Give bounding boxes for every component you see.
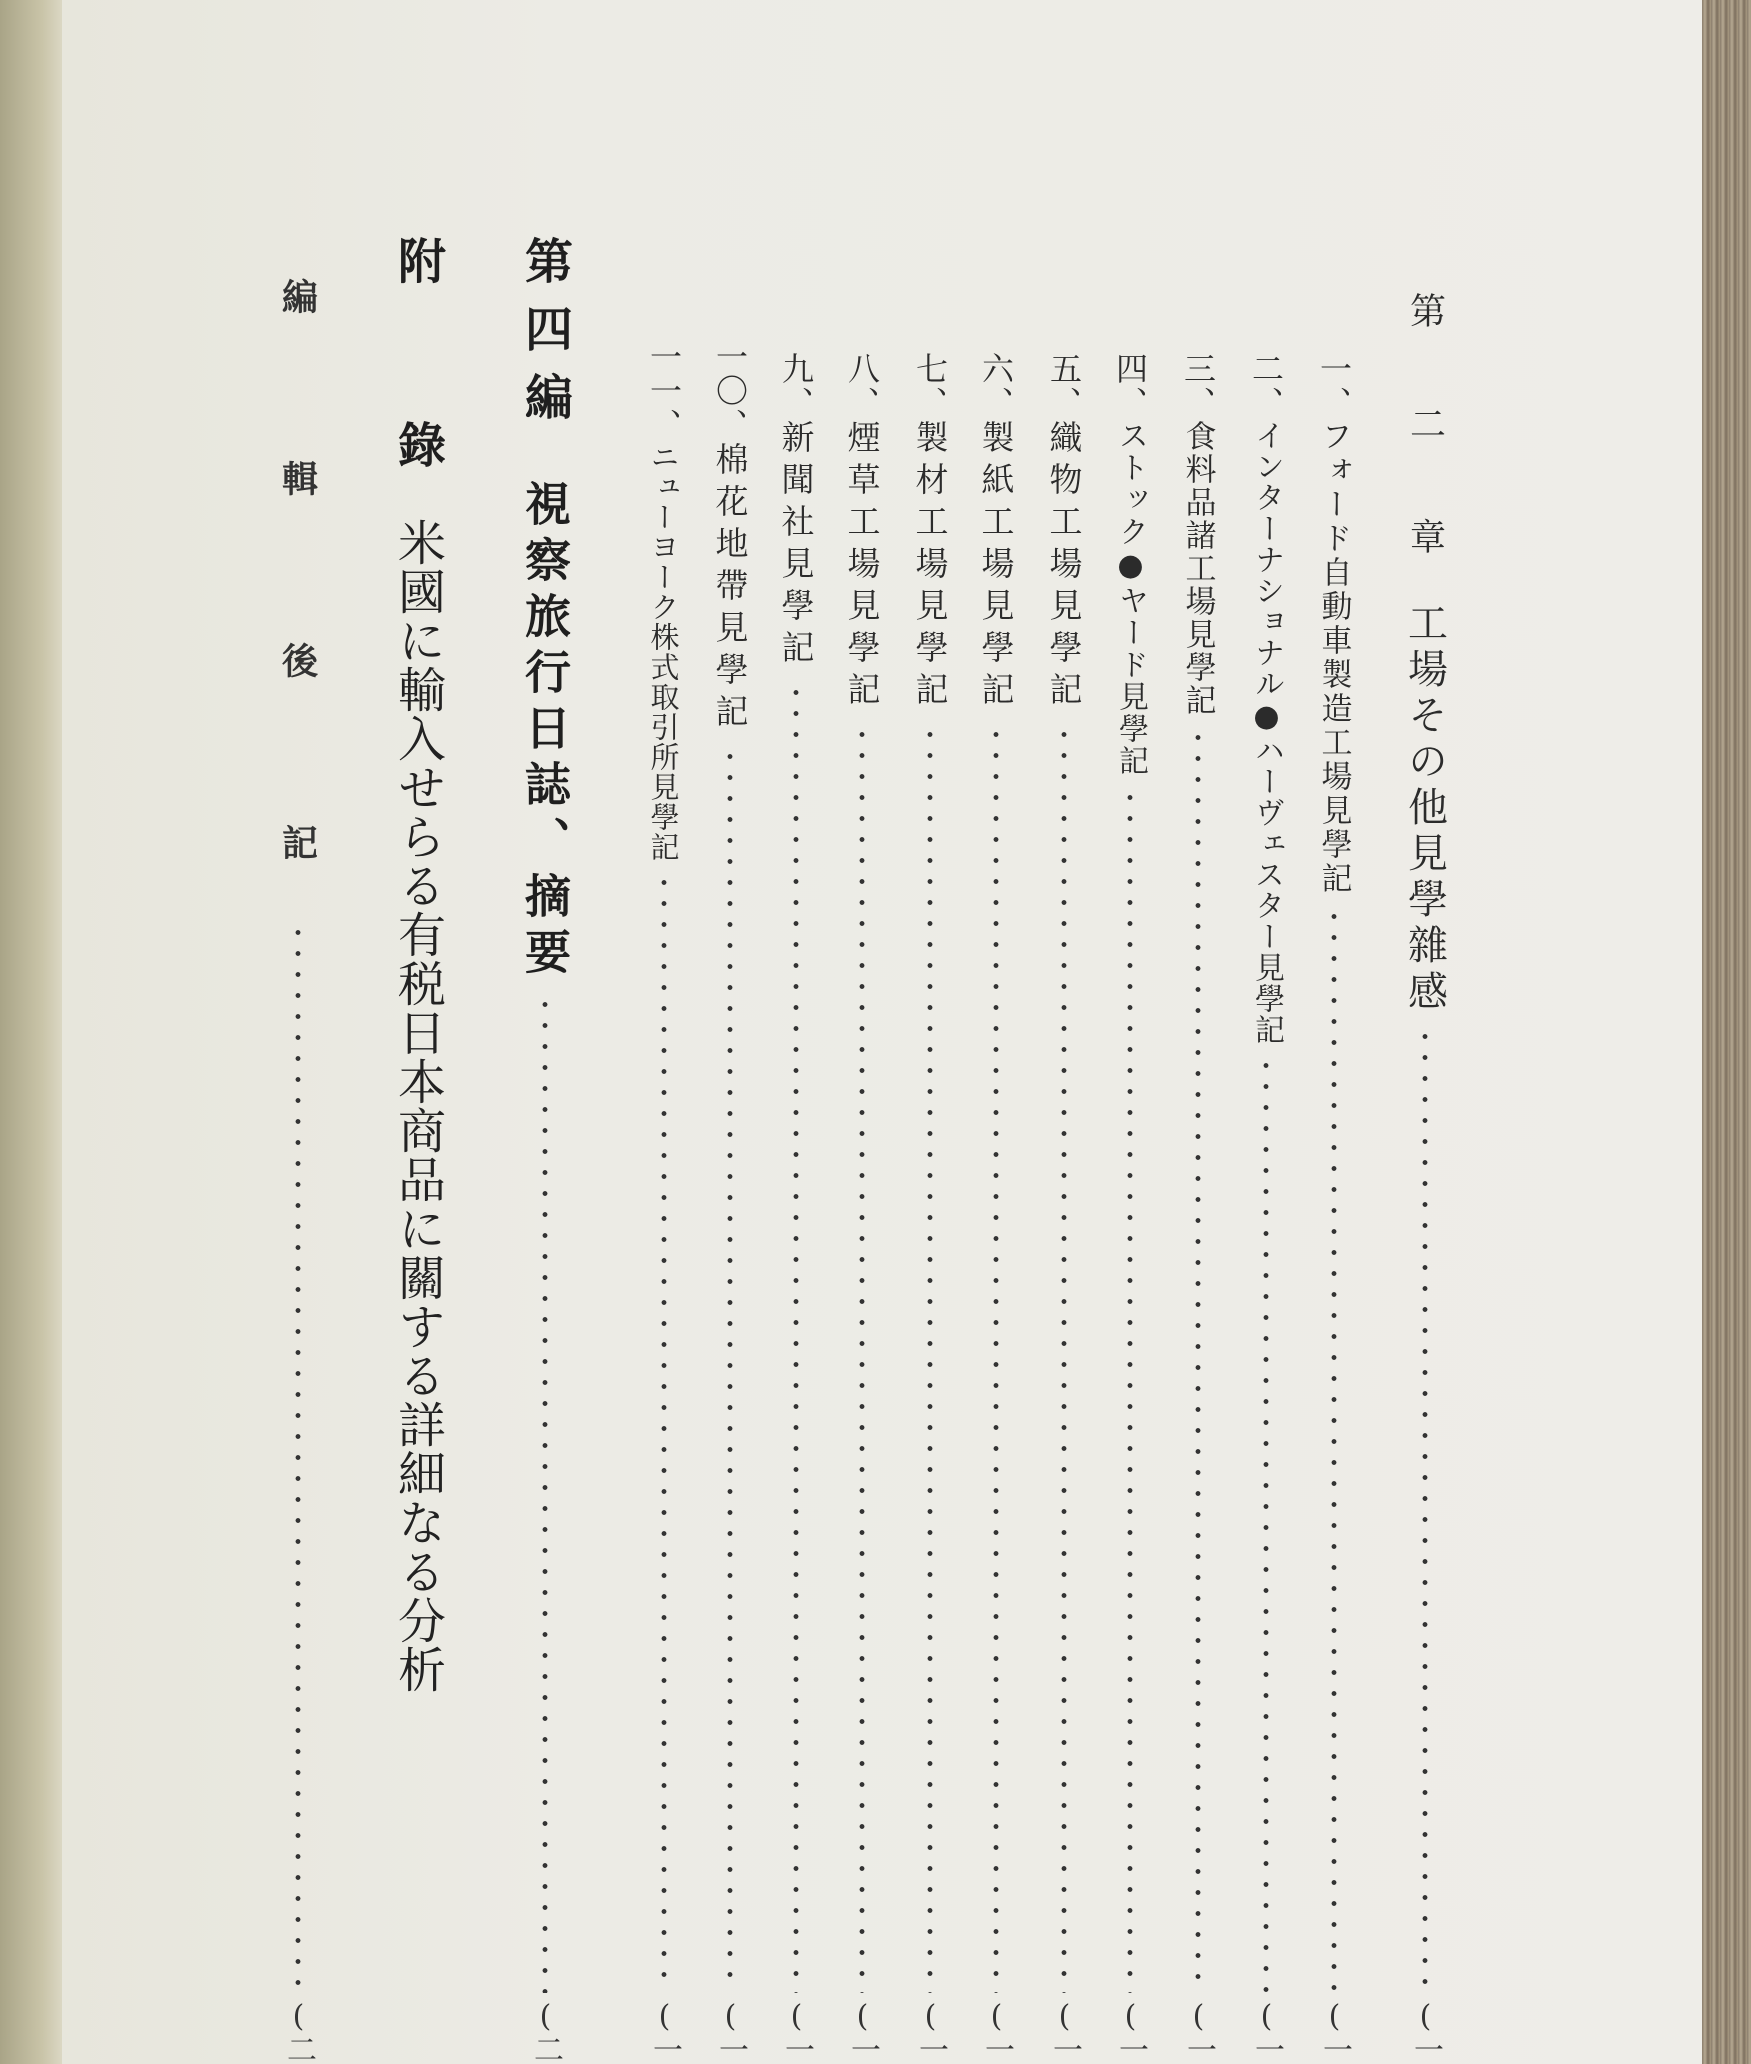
book-page-edges (1702, 0, 1751, 2064)
page-ref: (二 (281, 1999, 316, 2064)
dot-leader (1422, 1026, 1428, 1993)
dot-leader (542, 994, 548, 1993)
dot-leader (859, 724, 865, 1993)
left-page-shadow (0, 0, 70, 2064)
chapter-title: 工場その他見學雜感 (1401, 602, 1448, 1016)
entry-title: インターナショナル●ハーヴェスター見學記 (1249, 420, 1284, 1045)
dot-leader (727, 746, 733, 1993)
dot-leader (1195, 727, 1201, 1993)
chapter-two-row (1395, 0, 1455, 2064)
page-ref: (一 (713, 1999, 748, 2064)
entry-number: 五、 (1045, 352, 1083, 420)
page-ref: (二 (528, 1999, 563, 2064)
toc-entry-4 (1104, 0, 1156, 2064)
toc-entry-5 (1038, 0, 1090, 2064)
afterword-title: 編 輯 後 記 (276, 278, 319, 912)
entry-title: 製紙工場見學記 (976, 420, 1016, 714)
entry-number: 一一、 (645, 340, 683, 442)
page-ref: (一 (1047, 1999, 1082, 2064)
entry-number: 四、 (1111, 352, 1149, 420)
toc-entry-9 (770, 0, 822, 2064)
entry-title: ニューヨーク株式取引所見學記 (646, 442, 681, 862)
dot-leader (1263, 1055, 1269, 1993)
appendix-title: 米國に輸入せらる有税日本商品に關する詳細なる分析 (389, 518, 446, 1694)
page-ref: (一 (1181, 1999, 1216, 2064)
entry-title: 織物工場見學記 (1044, 420, 1084, 714)
entry-number: 一〇、 (711, 340, 749, 442)
dot-leader (993, 724, 999, 1993)
dot-leader (1331, 906, 1337, 1993)
dot-leader (927, 724, 933, 1993)
appendix-row (378, 0, 458, 2064)
chapter-label: 第 二 章 (1404, 292, 1446, 572)
entry-number: 三、 (1179, 352, 1217, 420)
entry-number: 九、 (777, 352, 815, 420)
entry-number: 七、 (911, 352, 949, 420)
page-ref: (一 (1249, 1999, 1284, 2064)
page-ref: (一 (845, 1999, 880, 2064)
toc-entry-3 (1172, 0, 1224, 2064)
page-ref: (一 (1317, 1999, 1352, 2064)
part-four-row (510, 0, 580, 2064)
page-ref: (一 (1113, 1999, 1148, 2064)
entry-title: 製材工場見學記 (910, 420, 950, 714)
toc-entry-6 (970, 0, 1022, 2064)
entry-title: フォード自動車製造工場見學記 (1315, 420, 1352, 896)
toc-entry-8 (836, 0, 888, 2064)
dot-leader (1127, 787, 1133, 1993)
entry-number: 一、 (1315, 352, 1353, 420)
page-ref: (一 (913, 1999, 948, 2064)
toc-entry-10 (704, 0, 756, 2064)
entry-number: 六、 (977, 352, 1015, 420)
page-ref: (一 (647, 1999, 682, 2064)
entry-number: 八、 (843, 352, 881, 420)
entry-title: 煙草工場見學記 (842, 420, 882, 714)
toc-entry-7 (904, 0, 956, 2064)
toc-entry-2 (1240, 0, 1292, 2064)
page-ref: (一 (979, 1999, 1014, 2064)
toc-entry-1 (1308, 0, 1360, 2064)
entry-title: ストック●ヤード見學記 (1113, 420, 1148, 777)
entry-number: 二、 (1247, 352, 1285, 420)
page-ref: (一 (779, 1999, 814, 2064)
entry-title: 新聞社見學記 (776, 420, 816, 672)
afterword-row (270, 0, 326, 2064)
entry-title: 食料品諸工場見學記 (1179, 420, 1216, 717)
appendix-label: 附 錄 (389, 236, 446, 508)
part-label: 第四編 (516, 236, 573, 440)
entry-title: 棉花地帶見學記 (710, 442, 750, 736)
part-title: 視察旅行日誌、摘要 (518, 480, 572, 984)
page-ref: (一 (1408, 1999, 1443, 2064)
dot-leader (661, 872, 667, 1993)
dot-leader (793, 682, 799, 1993)
toc-entry-11 (638, 0, 690, 2064)
dot-leader (1061, 724, 1067, 1993)
dot-leader (295, 922, 301, 1993)
